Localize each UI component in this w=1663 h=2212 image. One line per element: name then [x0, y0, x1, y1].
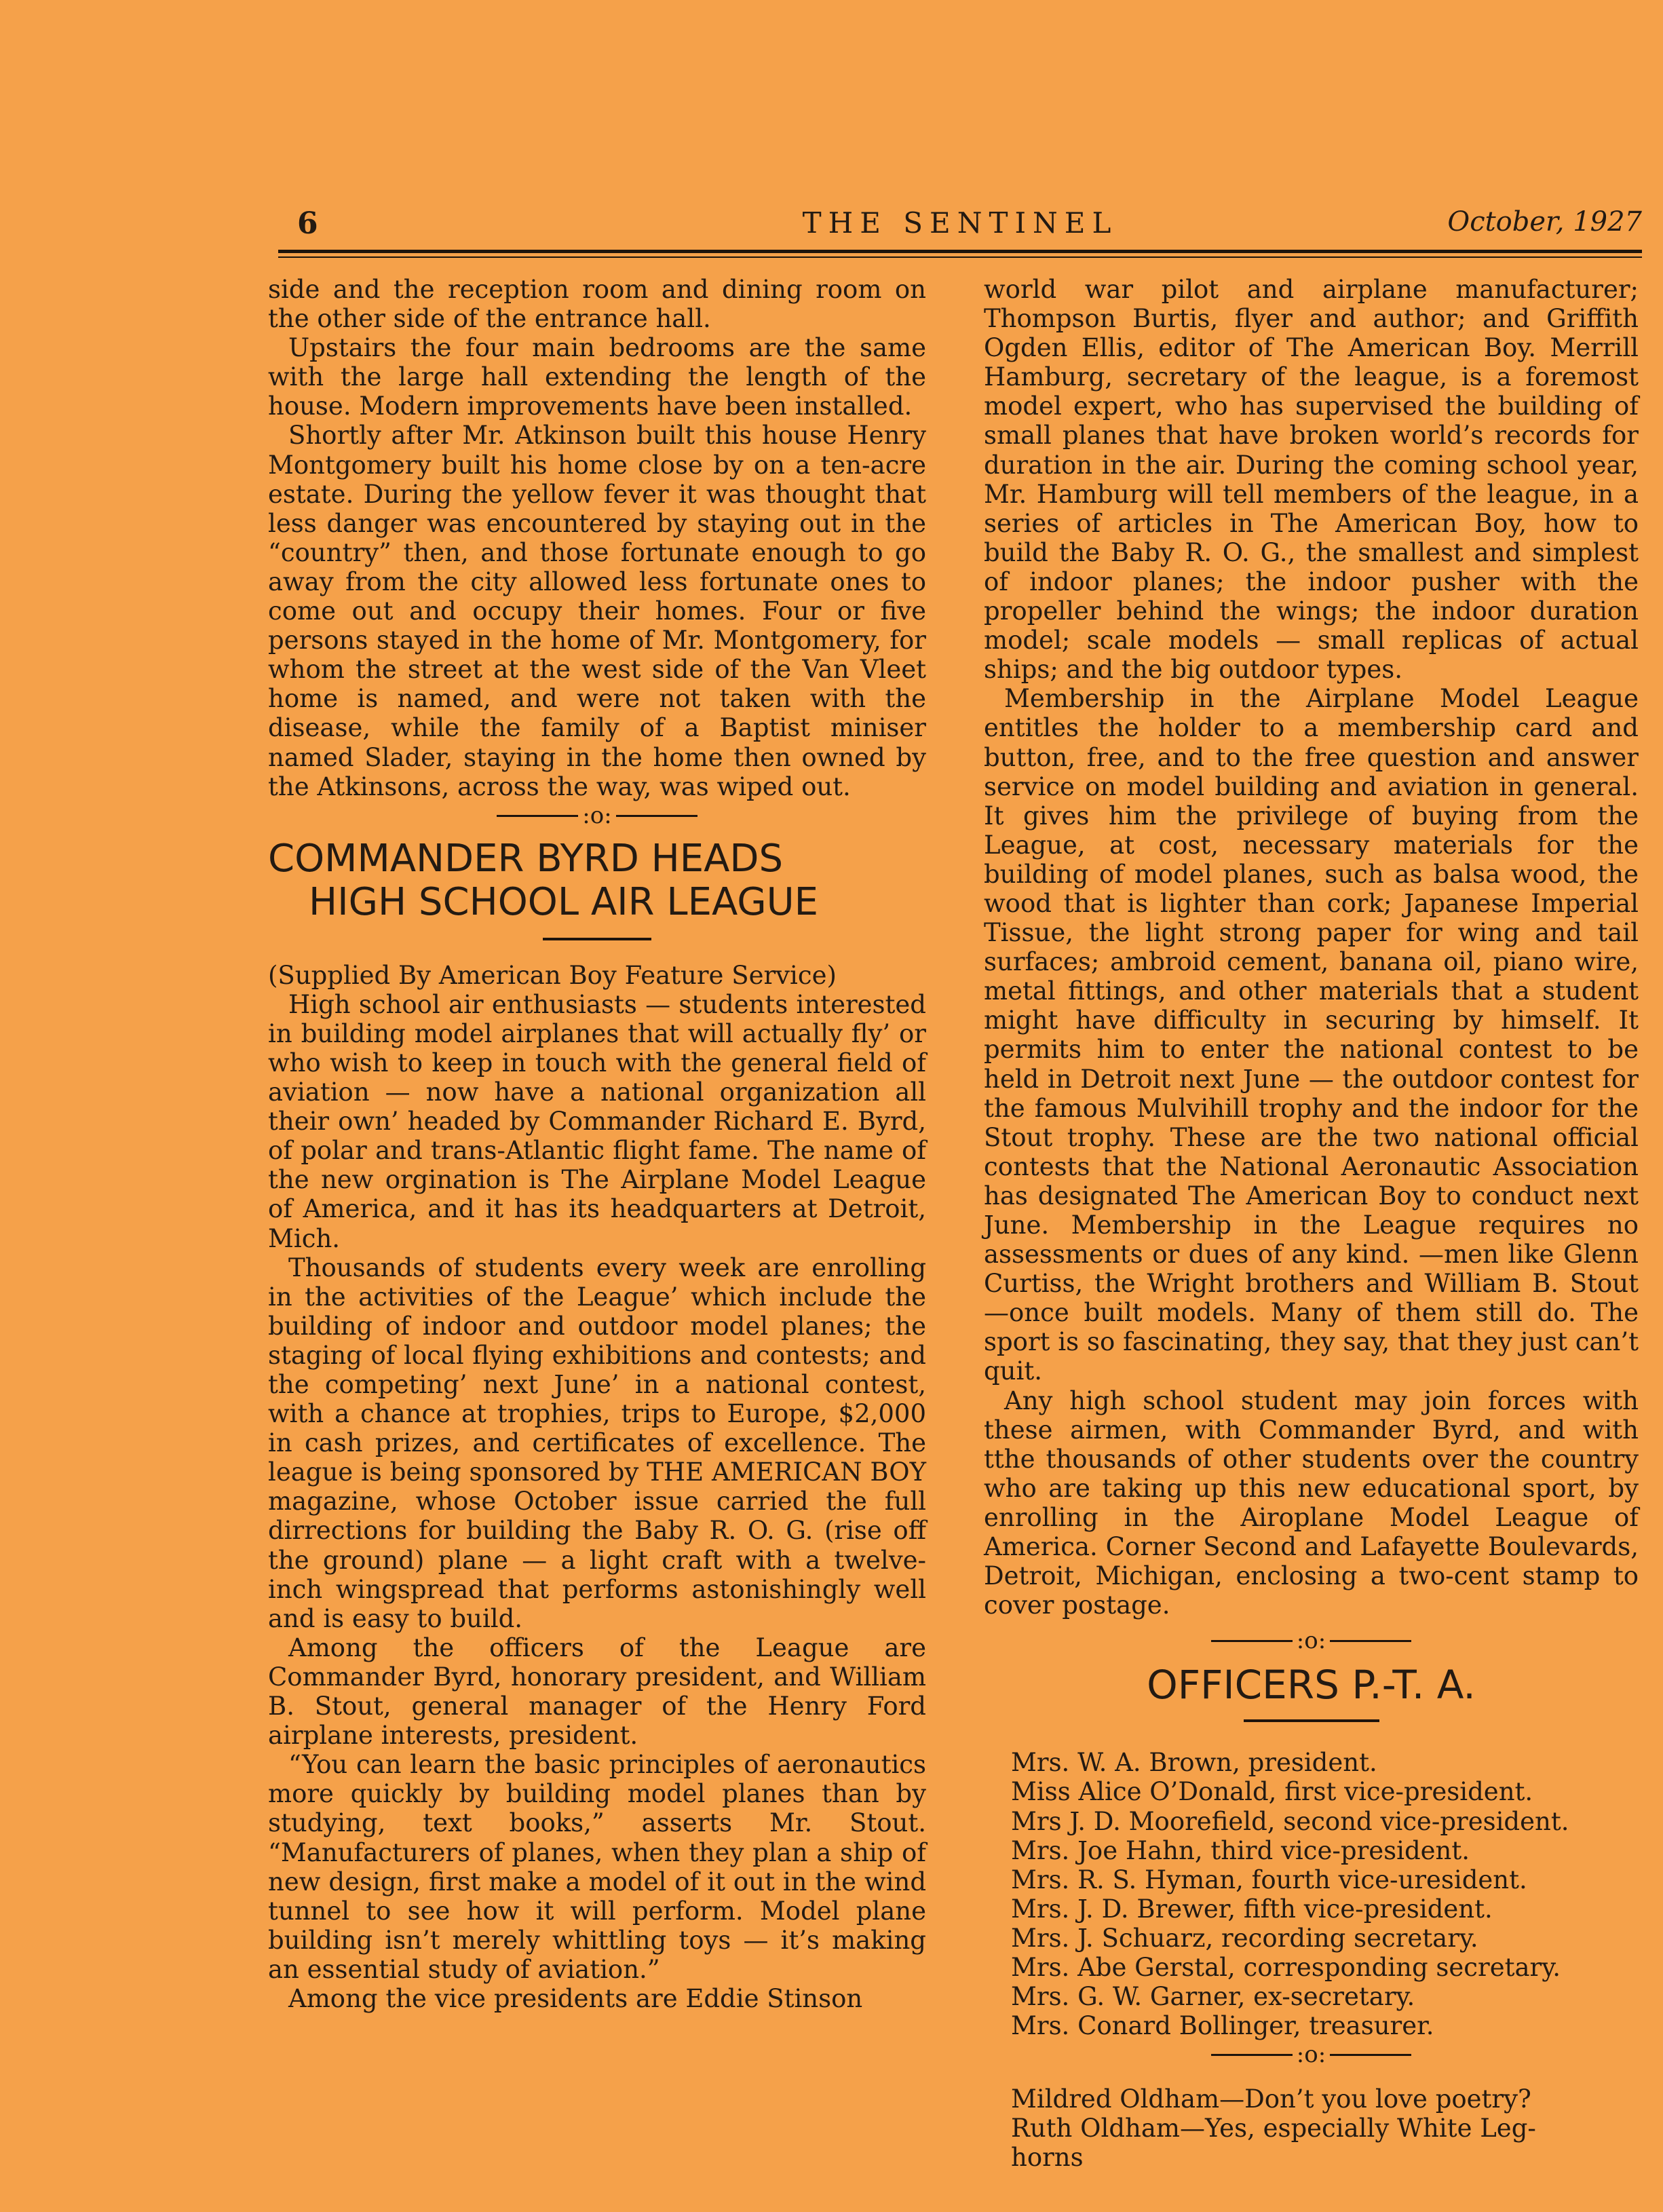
article-paragraph: Any high school student may join forces with these airmen, with Commander Byrd, and with tthe thousands of other students over the country who are taking up this new educational sport, by enrolling in the Airoplane Model League of America. Corner Second and Lafayette Boulevards, Detroit, Michigan, enclosing a two-cent stamp to cover postage. [984, 1386, 1639, 1620]
officer-entry: Mrs. Joe Hahn, third vice-president. [1011, 1835, 1470, 1865]
newspaper-title: THE SENTINEL [802, 206, 1118, 240]
article-paragraph: Among the officers of the League are Commander Byrd, honorary president, and William B. Stout, general manager of the Henry Ford airplane interests, president. [268, 1633, 926, 1751]
section-separator: :o: [984, 1626, 1639, 1656]
officer-entry: Mrs. Abe Gerstal, corresponding secretary. [1011, 1952, 1561, 1982]
headline-rule [543, 938, 651, 940]
cut-off-line: Among the vice presidents are Eddie Stinson [288, 1983, 863, 2013]
article-paragraph: Membership in the Airplane Model League entitles the holder to a membership card and button, free, and to the free question and answer service on model building and aviation in general. It gives him the privilege of buying from the League, at cost, necessary materials for the building of model planes, such as balsa wood, the wood that is lighter than cork; Japanese Imperial Tissue, the light strong paper for wing and tail surfaces; ambroid cement, banana oil, piano wire, metal fittings, and other materials that a student might have difficulty in securing by himself. It permits him to enter the national contest to be held in Detroit next June — the outdoor contest for the famous Mulvihill trophy and the indoor for the Stout trophy. These are the two national official contests that the National Aeronautic Association has designated The American Boy to conduct next June. Membership in the League requires no assessments or dues of any kind. —men like Glenn Curtiss, the Wright brothers and William B. Stout—once built models. Many of them still do. The sport is so fascinating, they say, that they just can’t quit. [984, 684, 1639, 1386]
section-separator: :o: [984, 2040, 1639, 2070]
right-column [984, 275, 1639, 2173]
header-rule-thick [278, 250, 1642, 253]
headline-line-1: COMMANDER BYRD HEADS [268, 836, 784, 881]
article-headline [268, 837, 926, 924]
officers-heading: OFFICERS P.-T. A. [1147, 1662, 1476, 1709]
article-paragraph: Shortly after Mr. Atkinson built this house Henry Montgomery built his home close by on a ten-acre estate. During the yellow fever it was thought that less danger was encountered by staying out in the “country” then, and those fortunate enough to go away from the city allowed less fortunate ones to come out and occupy their homes. Four or five persons stayed in the home of Mr. Montgomery, for whom the street at the west side of the Van Vleet home is named, and were not taken with the disease, while the family of a Baptist miniser named Slader, staying in the home then owned by the Atkinsons, across the way, was wiped out. [268, 421, 926, 801]
officer-entry: Mrs. W. A. Brown, president. [1011, 1748, 1377, 1778]
officers-heading-rule [1244, 1719, 1379, 1722]
joke-line: Mildred Oldham—Don’t you love poetry? [1011, 2084, 1531, 2114]
section-separator: :o: [268, 801, 926, 831]
officer-entry: Miss Alice O’Donald, first vice-president. [1011, 1777, 1533, 1807]
article-byline: (Supplied By American Boy Feature Service) [268, 960, 837, 990]
cut-off-line: horns [1011, 2143, 1084, 2173]
article-paragraph: side and the reception room and dining room on the other side of the entrance hall. [268, 275, 926, 334]
article-paragraph: Thousands of students every week are enrolling in the activities of the League’ which include the building of indoor and outdoor model planes; the staging of local flying exhibitions and contests; and the competing’ next June’ in a national contest, with a chance at trophies, trips to Europe, $2,000 in cash prizes, and certificates of excellence. The league is being sponsored by THE AMERICAN BOY magazine, whose October issue carried the full dirrections for building the Baby R. O. G. (rise off the ground) plane — a light craft with a twelve-inch wingspread that performs astonishingly well and is easy to build. [268, 1253, 926, 1633]
officers-list [984, 1748, 1639, 2040]
officer-entry: Mrs. J. D. Brewer, fifth vice-president. [1011, 1894, 1493, 1924]
article-paragraph: High school air enthusiasts — students interested in building model airplanes that will actually fly’ or who wish to keep in touch with the general field of aviation — now have a national organization all their own’ headed by Commander Richard E. Byrd, of polar and trans-Atlantic flight fame. The name of the new orgination is The Airplane Model League of America, and it has its headquarters at Detroit, Mich. [268, 989, 926, 1253]
officer-entry: Mrs. R. S. Hyman, fourth vice-uresident. [1011, 1865, 1527, 1894]
headline-line-2: HIGH SCHOOL AIR LEAGUE [309, 879, 819, 924]
joke-line: Ruth Oldham—Yes, especially White Leg- [1011, 2114, 1536, 2143]
officer-entry: Mrs. G. W. Garner, ex-secretary. [1011, 1982, 1415, 2012]
issue-date: October, 1927 [1447, 206, 1642, 237]
officer-entry: Mrs. J. Schuarz, recording secretary. [1011, 1923, 1478, 1953]
left-column [268, 275, 926, 2013]
officer-entry: Mrs. Conard Bollinger, treasurer. [1011, 2011, 1434, 2041]
article-paragraph: world war pilot and airplane manufacturer; Thompson Burtis, flyer and author; and Griffith Ogden Ellis, editor of The American Boy. Merrill Hamburg, secretary of the league, is a foremost model expert, who has supervised the building of small planes that have broken world’s records for duration in the air. During the coming school year, Mr. Hamburg will tell members of the league, in a series of articles in The American Boy, how to build the Baby R. O. G., the smallest and simplest of indoor planes; the indoor pusher with the propeller behind the wings; the indoor duration model; scale models — small replicas of actual ships; and the big outdoor types. [984, 275, 1639, 685]
article-paragraph: “You can learn the basic principles of aeronautics more quickly by building model planes than by studying, text books,” asserts Mr. Stout. “Manufacturers of planes, when they plan a ship of new design, first make a model of it out in the wind tunnel to see how it will perform. Model plane building isn’t merely whittling toys — it’s making an essential study of aviation.” [268, 1750, 926, 1984]
header-rule-thin [278, 256, 1642, 258]
page-number: 6 [297, 206, 318, 241]
officer-entry: Mrs J. D. Moorefield, second vice-president. [1011, 1806, 1569, 1836]
page-header [278, 204, 1642, 244]
article-paragraph: Upstairs the four main bedrooms are the same with the large hall extending the length of the house. Modern improvements have been installed. [268, 333, 926, 421]
